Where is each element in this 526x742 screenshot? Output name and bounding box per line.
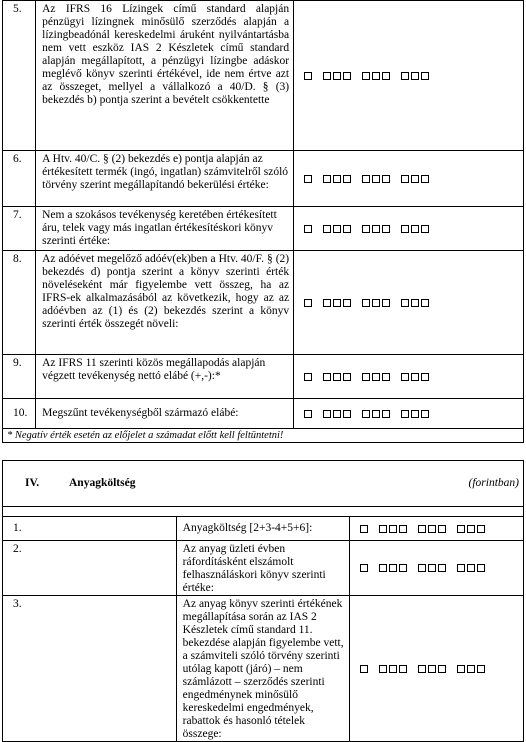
section-roman: IV. <box>25 477 40 489</box>
amount-field[interactable] <box>294 251 524 355</box>
digit-group <box>304 299 312 307</box>
digit-box[interactable] <box>438 525 446 533</box>
digit-box[interactable] <box>333 72 341 80</box>
digit-box[interactable] <box>467 665 475 673</box>
row-text: Megszűnt tevékenységből származó elábé: <box>42 407 239 419</box>
digit-box[interactable] <box>467 525 475 533</box>
digit-box[interactable] <box>343 72 351 80</box>
digit-box[interactable] <box>382 299 390 307</box>
digit-group <box>304 225 312 233</box>
row-description <box>36 251 294 355</box>
digit-box[interactable] <box>382 410 390 418</box>
digit-box[interactable] <box>323 410 331 418</box>
digit-box[interactable] <box>477 564 485 572</box>
digit-group <box>323 410 351 418</box>
digit-box[interactable] <box>389 665 397 673</box>
table-row <box>3 355 524 399</box>
digit-box[interactable] <box>421 225 429 233</box>
digit-box[interactable] <box>372 72 380 80</box>
digit-box[interactable] <box>333 225 341 233</box>
digit-box[interactable] <box>411 72 419 80</box>
section3-table <box>2 0 524 443</box>
digit-box[interactable] <box>418 525 426 533</box>
table-row <box>3 399 524 429</box>
digit-box[interactable] <box>438 665 446 673</box>
row-text: Az IFRS 11 szerinti közös megállapodás alapján végzett tevékenység nettó elábé (+,-):* <box>42 357 266 382</box>
digit-box[interactable] <box>457 665 465 673</box>
row-description <box>36 1 294 151</box>
digit-box[interactable] <box>438 564 446 572</box>
digit-group <box>379 665 407 673</box>
digit-group <box>323 225 351 233</box>
digit-box[interactable] <box>401 175 409 183</box>
amount-field[interactable] <box>350 517 524 541</box>
footnote: * Negatív érték esetén az előjelet a számadat előtt kell feltüntetni! <box>3 429 524 443</box>
digit-boxes <box>304 72 429 80</box>
digit-group <box>401 299 429 307</box>
row-number: 9. <box>3 355 36 399</box>
row-text: Az IFRS 16 Lízingek című standard alapján pénzügyi lízingnek minősülő szerződés alapján a lízingbeadónál kereskedelmi áruként nyilvántartásba nem vett eszköz IAS 2 Készletek című standard alapján megállapított, a pénzügyi lízingbe adáskor meglévő könyv szerinti értékével, ide nem értve azt az összeget, mellyel a vállalkozó a 40/D. § (3) bekezdés b) pontja szerint a bevételt csökkentette <box>42 3 290 106</box>
digit-box[interactable] <box>333 175 341 183</box>
digit-boxes <box>304 175 429 183</box>
table-row <box>3 517 524 541</box>
table-row <box>3 541 524 596</box>
digit-box[interactable] <box>477 665 485 673</box>
row-number: 6. <box>3 151 36 207</box>
digit-group <box>401 72 429 80</box>
digit-group <box>362 373 390 381</box>
row-text: Anyagköltség [2+3-4+5+6]: <box>182 522 313 534</box>
amount-field[interactable] <box>294 151 524 207</box>
digit-box[interactable] <box>360 564 368 572</box>
amount-field[interactable] <box>350 596 524 742</box>
digit-box[interactable] <box>372 373 380 381</box>
digit-box[interactable] <box>304 175 312 183</box>
amount-field[interactable] <box>294 399 524 429</box>
digit-group <box>304 175 312 183</box>
digit-box[interactable] <box>343 175 351 183</box>
digit-box[interactable] <box>382 225 390 233</box>
row-description <box>36 207 294 251</box>
digit-box[interactable] <box>343 225 351 233</box>
digit-box[interactable] <box>421 72 429 80</box>
digit-box[interactable] <box>343 373 351 381</box>
digit-group <box>418 665 446 673</box>
digit-boxes <box>304 410 429 418</box>
digit-box[interactable] <box>401 225 409 233</box>
amount-field[interactable] <box>294 355 524 399</box>
digit-box[interactable] <box>362 225 370 233</box>
table-row <box>3 1 524 151</box>
digit-box[interactable] <box>421 175 429 183</box>
digit-group <box>362 225 390 233</box>
digit-box[interactable] <box>411 373 419 381</box>
digit-boxes <box>360 665 485 673</box>
digit-box[interactable] <box>372 225 380 233</box>
digit-boxes <box>360 525 485 533</box>
digit-box[interactable] <box>323 72 331 80</box>
digit-group <box>401 175 429 183</box>
section4-table <box>2 460 524 742</box>
table-row <box>3 207 524 251</box>
digit-box[interactable] <box>411 410 419 418</box>
digit-group <box>360 525 368 533</box>
digit-box[interactable] <box>362 72 370 80</box>
digit-box[interactable] <box>467 564 475 572</box>
digit-box[interactable] <box>421 373 429 381</box>
row-description <box>176 541 350 596</box>
digit-group <box>362 299 390 307</box>
table-row <box>3 251 524 355</box>
digit-box[interactable] <box>421 410 429 418</box>
digit-group <box>362 410 390 418</box>
table-row <box>3 596 524 742</box>
digit-box[interactable] <box>457 564 465 572</box>
row-number: 7. <box>3 207 36 251</box>
digit-group <box>362 72 390 80</box>
digit-group <box>379 525 407 533</box>
digit-box[interactable] <box>372 175 380 183</box>
row-number: 2. <box>3 541 177 596</box>
digit-box[interactable] <box>343 410 351 418</box>
digit-box[interactable] <box>362 175 370 183</box>
row-text: A Htv. 40/C. § (2) bekezdés e) pontja alapján az értékesített termék (ingó, ingatlan) számvitelről szóló törvény szerint megállapítandó bekerülési értéke: <box>42 153 289 191</box>
digit-box[interactable] <box>418 564 426 572</box>
digit-box[interactable] <box>411 299 419 307</box>
digit-box[interactable] <box>304 72 312 80</box>
digit-group <box>418 525 446 533</box>
digit-group <box>401 373 429 381</box>
digit-box[interactable] <box>411 225 419 233</box>
digit-box[interactable] <box>379 564 387 572</box>
amount-field[interactable] <box>294 1 524 151</box>
digit-box[interactable] <box>304 410 312 418</box>
digit-box[interactable] <box>379 665 387 673</box>
amount-field[interactable] <box>294 207 524 251</box>
digit-boxes <box>304 225 429 233</box>
digit-box[interactable] <box>323 225 331 233</box>
digit-group <box>401 410 429 418</box>
digit-group <box>323 299 351 307</box>
digit-group <box>362 175 390 183</box>
row-description <box>36 151 294 207</box>
amount-field[interactable] <box>350 541 524 596</box>
digit-group <box>323 373 351 381</box>
row-text: Az adóévet megelőző adóév(ek)ben a Htv. 40/F. § (2) bekezdés d) pontja szerint a könyv szerinti érték növeléseként már figyelembe vett összeg, ha az IFRS-ek alkalmazásából az következik, hogy az az adóévben az (1) és (2) bekezdés szerint a könyv szerinti érték összegét növeli: <box>42 253 290 330</box>
digit-box[interactable] <box>360 525 368 533</box>
digit-box[interactable] <box>382 72 390 80</box>
digit-box[interactable] <box>382 175 390 183</box>
digit-box[interactable] <box>418 665 426 673</box>
row-text: Az anyag könyv szerinti értékének megállapítása során az IAS 2 Készletek című standard 11. bekezdése alapján figyelembe vett, a számviteli szóló törvény szerinti utólag kapott (járó) – nem számlázott – szerződés szerinti engedménynek minősülő kereskedelmi engedmények, rabattok és hasonló tételek összege: <box>182 598 344 740</box>
digit-boxes <box>304 299 429 307</box>
digit-group <box>418 564 446 572</box>
digit-box[interactable] <box>333 410 341 418</box>
digit-box[interactable] <box>401 373 409 381</box>
row-number: 3. <box>3 596 177 742</box>
digit-box[interactable] <box>323 175 331 183</box>
digit-group <box>457 564 485 572</box>
row-description <box>176 596 350 742</box>
digit-box[interactable] <box>421 299 429 307</box>
digit-box[interactable] <box>333 373 341 381</box>
row-text: Nem a szokásos tevékenység keretében értékesített áru, telek vagy más ingatlan értékesítéskori könyv szerinti értéke: <box>42 209 277 247</box>
digit-box[interactable] <box>399 525 407 533</box>
digit-group <box>401 225 429 233</box>
digit-box[interactable] <box>382 373 390 381</box>
digit-group <box>323 175 351 183</box>
digit-box[interactable] <box>372 410 380 418</box>
digit-box[interactable] <box>304 225 312 233</box>
digit-box[interactable] <box>343 299 351 307</box>
digit-box[interactable] <box>323 373 331 381</box>
digit-group <box>323 72 351 80</box>
digit-group <box>360 665 368 673</box>
digit-box[interactable] <box>411 175 419 183</box>
digit-group <box>304 410 312 418</box>
digit-box[interactable] <box>304 299 312 307</box>
row-description <box>36 355 294 399</box>
digit-box[interactable] <box>360 665 368 673</box>
digit-box[interactable] <box>428 525 436 533</box>
row-text: Az anyag üzleti évben ráfordításként elszámolt felhasználáskori könyv szerinti értéke: <box>182 543 326 594</box>
digit-group <box>304 72 312 80</box>
digit-box[interactable] <box>399 564 407 572</box>
digit-box[interactable] <box>362 373 370 381</box>
row-number: 10. <box>3 399 36 429</box>
digit-box[interactable] <box>428 665 436 673</box>
digit-box[interactable] <box>399 665 407 673</box>
row-number: 5. <box>3 1 36 151</box>
digit-box[interactable] <box>401 410 409 418</box>
row-number: 1. <box>3 517 177 541</box>
digit-group <box>457 665 485 673</box>
digit-box[interactable] <box>304 373 312 381</box>
digit-box[interactable] <box>401 299 409 307</box>
digit-box[interactable] <box>323 299 331 307</box>
digit-group <box>379 564 407 572</box>
unit-label: (forintban) <box>468 477 519 489</box>
digit-box[interactable] <box>333 299 341 307</box>
footnote-row <box>3 429 524 443</box>
digit-group <box>360 564 368 572</box>
digit-boxes <box>304 373 429 381</box>
section-header <box>3 461 524 507</box>
digit-box[interactable] <box>477 525 485 533</box>
digit-box[interactable] <box>389 525 397 533</box>
section-title: Anyagköltség <box>69 477 136 489</box>
row-description <box>36 399 294 429</box>
row-description <box>176 517 350 541</box>
digit-box[interactable] <box>457 525 465 533</box>
digit-box[interactable] <box>362 299 370 307</box>
table-row <box>3 151 524 207</box>
digit-box[interactable] <box>362 410 370 418</box>
digit-boxes <box>360 564 485 572</box>
spacer-row <box>3 507 524 517</box>
digit-group <box>457 525 485 533</box>
digit-box[interactable] <box>401 72 409 80</box>
digit-box[interactable] <box>428 564 436 572</box>
digit-box[interactable] <box>379 525 387 533</box>
digit-box[interactable] <box>372 299 380 307</box>
digit-box[interactable] <box>389 564 397 572</box>
row-number: 8. <box>3 251 36 355</box>
digit-group <box>304 373 312 381</box>
